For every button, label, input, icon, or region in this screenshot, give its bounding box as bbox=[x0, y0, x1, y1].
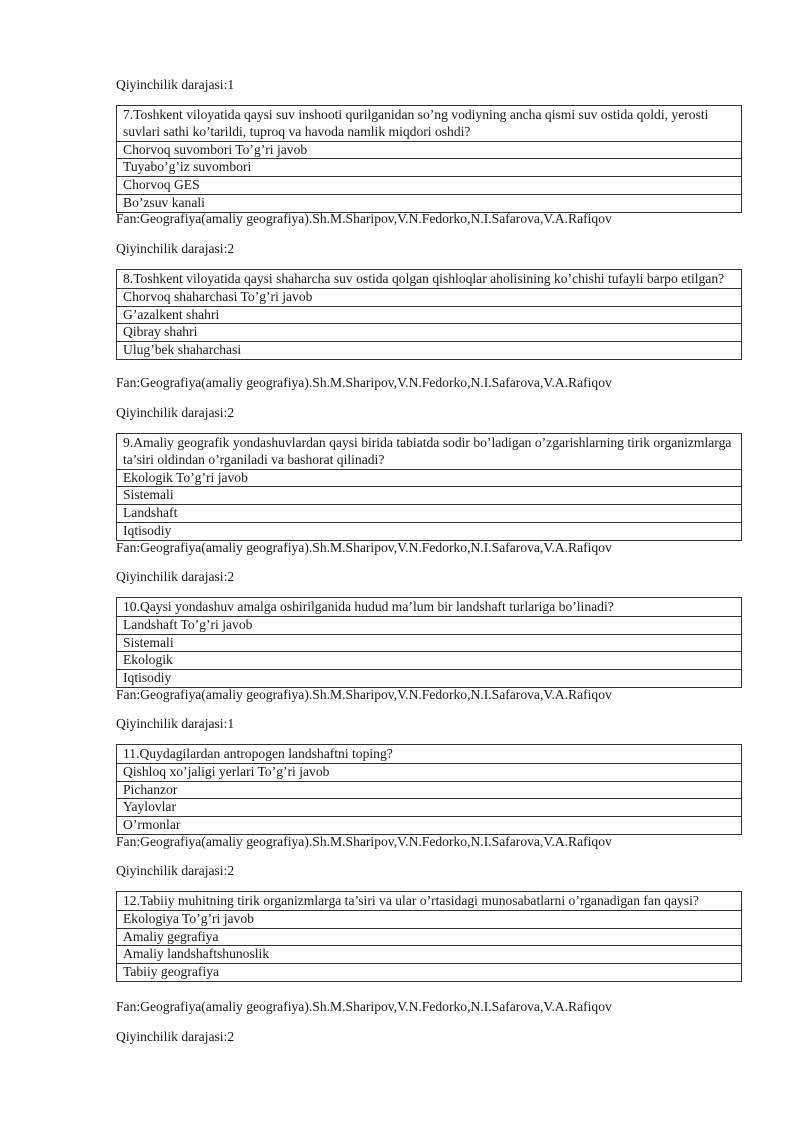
answer-option-correct: Chorvoq shaharchasi To’g’ri javob bbox=[117, 288, 742, 306]
answer-option: Sistemali bbox=[117, 634, 742, 652]
question-text: 10.Qaysi yondashuv amalga oshirilganida hudud ma’lum bir landshaft turlariga bo’linadi? bbox=[117, 598, 742, 617]
answer-option: Yaylovlar bbox=[117, 799, 742, 817]
difficulty-level: Qiyinchilik darajasi:2 bbox=[116, 1029, 235, 1044]
source-reference: Fan:Geografiya(amaliy geografiya).Sh.M.Sharipov,V.N.Fedorko,N.I.Safarova,V.A.Rafiqov bbox=[116, 540, 612, 555]
source-reference: Fan:Geografiya(amaliy geografiya).Sh.M.Sharipov,V.N.Fedorko,N.I.Safarova,V.A.Rafiqov bbox=[116, 375, 612, 390]
answer-option: G’azalkent shahri bbox=[117, 306, 742, 324]
difficulty-level: Qiyinchilik darajasi:2 bbox=[116, 569, 235, 584]
difficulty-level: Qiyinchilik darajasi:1 bbox=[116, 716, 235, 731]
answer-option: Qibray shahri bbox=[117, 324, 742, 342]
difficulty-level: Qiyinchilik darajasi:2 bbox=[116, 863, 235, 878]
question-table bbox=[116, 269, 742, 360]
answer-option: Landshaft bbox=[117, 505, 742, 523]
question-table bbox=[116, 744, 742, 835]
difficulty-level: Qiyinchilik darajasi:1 bbox=[116, 77, 235, 92]
difficulty-level: Qiyinchilik darajasi:2 bbox=[116, 241, 235, 256]
answer-option-correct: Qishloq xo’jaligi yerlari To’g’ri javob bbox=[117, 763, 742, 781]
answer-option: Chorvoq GES bbox=[117, 177, 742, 195]
answer-option: O’rmonlar bbox=[117, 817, 742, 835]
question-table bbox=[116, 433, 742, 541]
source-reference: Fan:Geografiya(amaliy geografiya).Sh.M.Sharipov,V.N.Fedorko,N.I.Safarova,V.A.Rafiqov bbox=[116, 211, 612, 226]
answer-option: Tabiiy geografiya bbox=[117, 964, 742, 982]
question-text: 12.Tabiiy muhitning tirik organizmlarga ta’siri va ular o’rtasidagi munosabatlarni o’rganadigan fan qaysi? bbox=[117, 892, 742, 911]
question-table bbox=[116, 105, 742, 213]
question-text: 8.Toshkent viloyatida qaysi shaharcha suv ostida qolgan qishloqlar aholisining ko’chishi tufayli barpo etilgan? bbox=[117, 270, 742, 289]
answer-option: Iqtisodiy bbox=[117, 522, 742, 540]
answer-option: Amaliy gegrafiya bbox=[117, 928, 742, 946]
source-reference: Fan:Geografiya(amaliy geografiya).Sh.M.Sharipov,V.N.Fedorko,N.I.Safarova,V.A.Rafiqov bbox=[116, 687, 612, 702]
source-reference: Fan:Geografiya(amaliy geografiya).Sh.M.Sharipov,V.N.Fedorko,N.I.Safarova,V.A.Rafiqov bbox=[116, 834, 612, 849]
question-table bbox=[116, 891, 742, 982]
answer-option-correct: Landshaft To’g’ri javob bbox=[117, 616, 742, 634]
source-reference: Fan:Geografiya(amaliy geografiya).Sh.M.Sharipov,V.N.Fedorko,N.I.Safarova,V.A.Rafiqov bbox=[116, 999, 612, 1014]
answer-option: Amaliy landshaftshunoslik bbox=[117, 946, 742, 964]
question-table bbox=[116, 597, 742, 688]
answer-option-correct: Ekologik To’g’ri javob bbox=[117, 469, 742, 487]
question-text: 11.Quydagilardan antropogen landshaftni toping? bbox=[117, 745, 742, 764]
answer-option: Ekologik bbox=[117, 652, 742, 670]
answer-option: Sistemali bbox=[117, 487, 742, 505]
answer-option: Tuyabo’g’iz suvombori bbox=[117, 159, 742, 177]
answer-option: Pichanzor bbox=[117, 781, 742, 799]
answer-option: Ulug’bek shaharchasi bbox=[117, 342, 742, 360]
question-text: 9.Amaliy geografik yondashuvlardan qaysi birida tabiatda sodir bo’ladigan o’zgarishlarning tirik organizmlarga ta’siri oldindan o’rganiladi va bashorat qilinadi? bbox=[117, 434, 742, 470]
answer-option-correct: Ekologiya To’g’ri javob bbox=[117, 910, 742, 928]
difficulty-level: Qiyinchilik darajasi:2 bbox=[116, 405, 235, 420]
question-text: 7.Toshkent viloyatida qaysi suv inshooti qurilganidan so’ng vodiyning ancha qismi suv ostida qoldi, yerosti suvlari sathi ko’tarildi, tuproq va havoda namlik miqdori oshdi? bbox=[117, 106, 742, 142]
answer-option-correct: Chorvoq suvombori To’g’ri javob bbox=[117, 141, 742, 159]
answer-option: Iqtisodiy bbox=[117, 670, 742, 688]
answer-option: Bo’zsuv kanali bbox=[117, 194, 742, 212]
